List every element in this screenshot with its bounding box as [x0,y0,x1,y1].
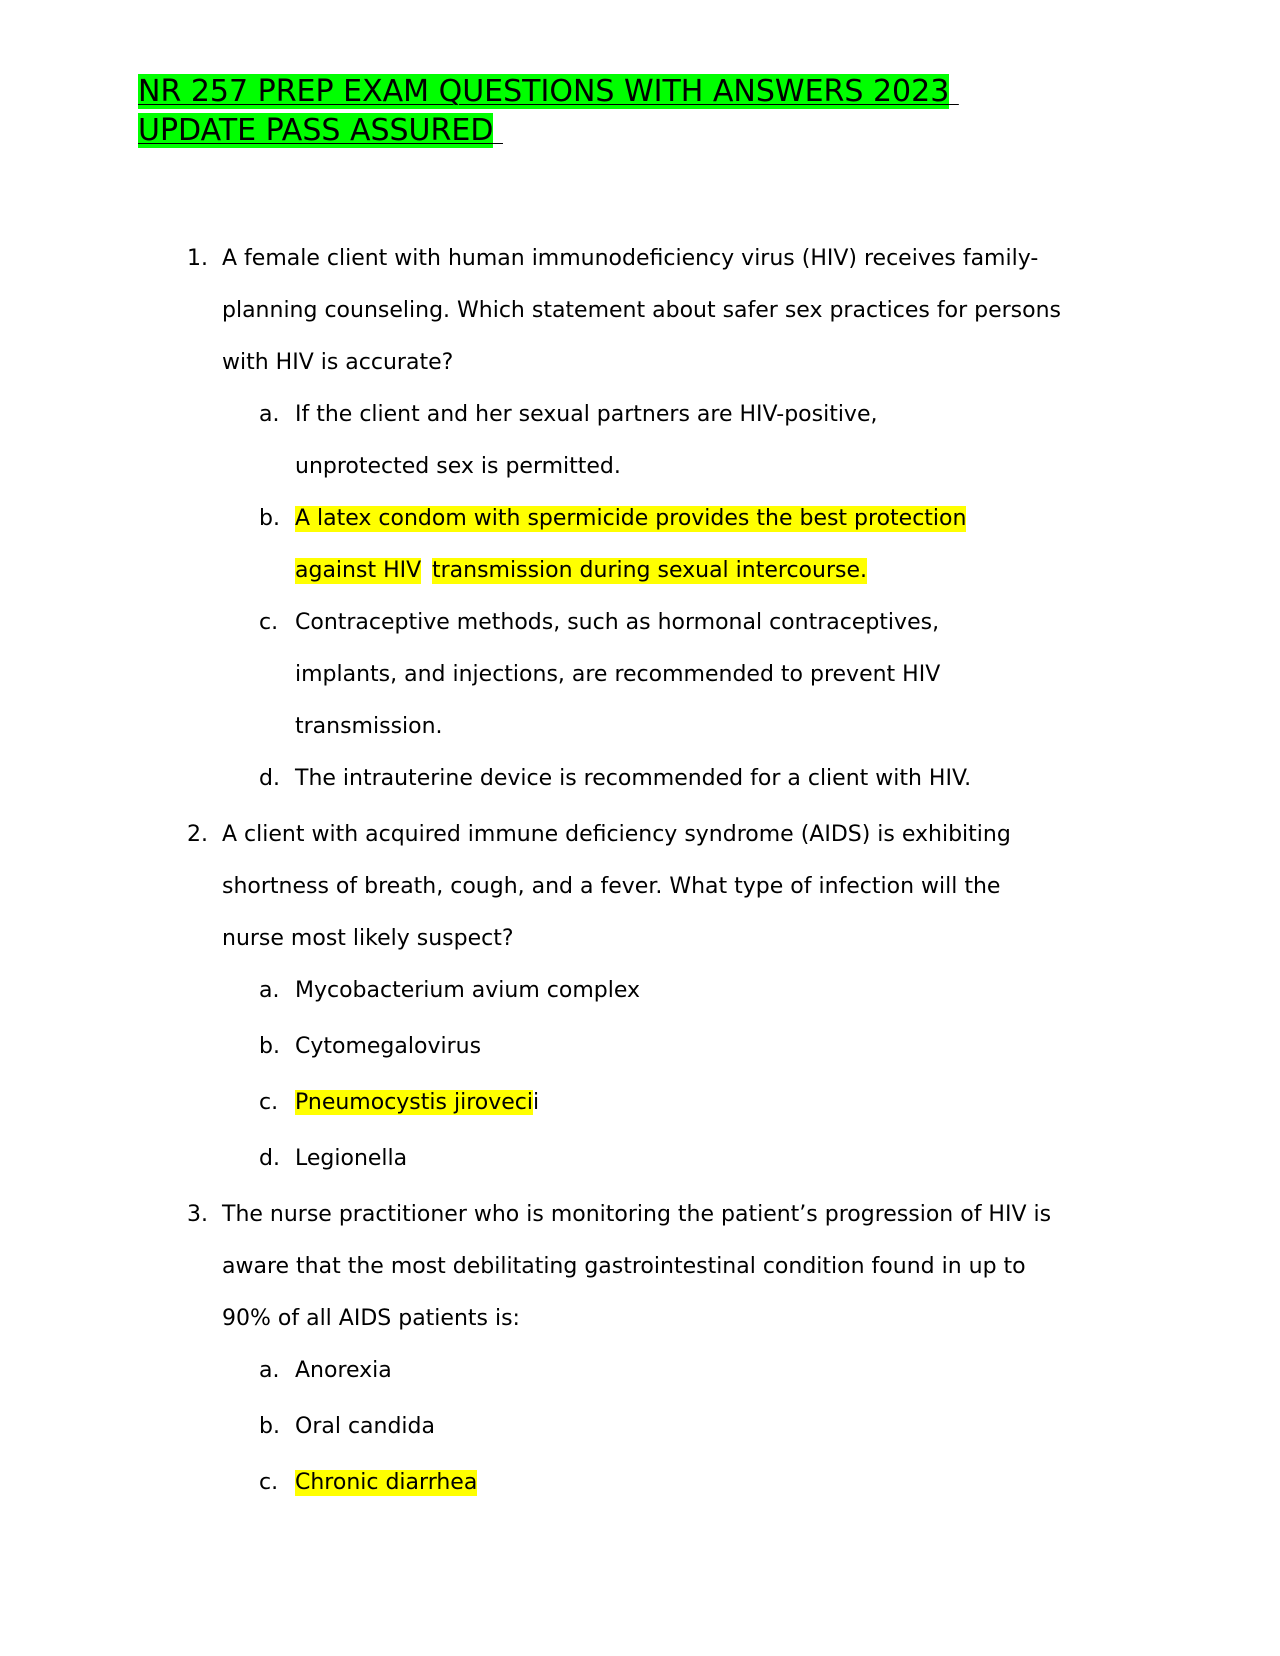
option-text: Legionella [295,1146,408,1171]
option-text-correct-answer: A latex condom with spermicide provides the best protection [295,506,967,531]
question-stem-line: A female client with human immunodeficiency virus (HIV) receives family- [222,246,1039,271]
title-line-2: UPDATE PASS ASSURED [138,113,494,148]
option-letter: d. [259,766,280,791]
option-letter: b. [259,506,280,531]
option-text-correct-answer: against HIV [295,558,422,583]
option-text-correct-answer: Pneumocystis jiroveci [295,1090,533,1115]
option-letter: a. [259,1358,280,1383]
question-stem-line: A client with acquired immune deficiency syndrome (AIDS) is exhibiting [222,822,1011,847]
option-text: implants, and injections, are recommended to prevent HIV [295,662,941,687]
question-stem-line: with HIV is accurate? [222,350,454,375]
question-number: 3. [187,1202,208,1227]
option-letter: a. [259,402,280,427]
option-text: Contraceptive methods, such as hormonal contraceptives, [295,610,940,635]
option-text: If the client and her sexual partners are HIV-positive, [295,402,878,427]
option-letter: a. [259,978,280,1003]
option-letter: c. [259,1090,279,1115]
option-letter: c. [259,1470,279,1495]
option-text: Mycobacterium avium complex [295,978,640,1003]
option-text-suffix: i [532,1090,540,1115]
question-stem-line: The nurse practitioner who is monitoring the patient’s progression of HIV is [222,1202,1052,1227]
question-stem-line: shortness of breath, cough, and a fever. What type of infection will the [222,874,1001,899]
option-text-correct-answer: Chronic diarrhea [295,1470,478,1495]
question-stem-line: 90% of all AIDS patients is: [222,1306,520,1331]
option-letter: b. [259,1034,280,1059]
document-title [138,72,1098,150]
option-letter: d. [259,1146,280,1171]
question-number: 1. [187,246,208,271]
option-text-correct-answer: transmission during sexual intercourse. [432,558,867,583]
option-text: Oral candida [295,1414,435,1439]
option-text: transmission. [295,714,443,739]
question-stem-line: nurse most likely suspect? [222,926,514,951]
title-line-1: NR 257 PREP EXAM QUESTIONS WITH ANSWERS 2023 [138,74,950,109]
question-stem-line: aware that the most debilitating gastrointestinal condition found in up to [222,1254,1026,1279]
question-stem-line: planning counseling. Which statement about safer sex practices for persons [222,298,1061,323]
option-text: The intrauterine device is recommended for a client with HIV. [295,766,972,791]
option-text: Cytomegalovirus [295,1034,482,1059]
option-letter: c. [259,610,279,635]
question-number: 2. [187,822,208,847]
option-text: Anorexia [295,1358,392,1383]
option-text: unprotected sex is permitted. [295,454,621,479]
option-letter: b. [259,1414,280,1439]
